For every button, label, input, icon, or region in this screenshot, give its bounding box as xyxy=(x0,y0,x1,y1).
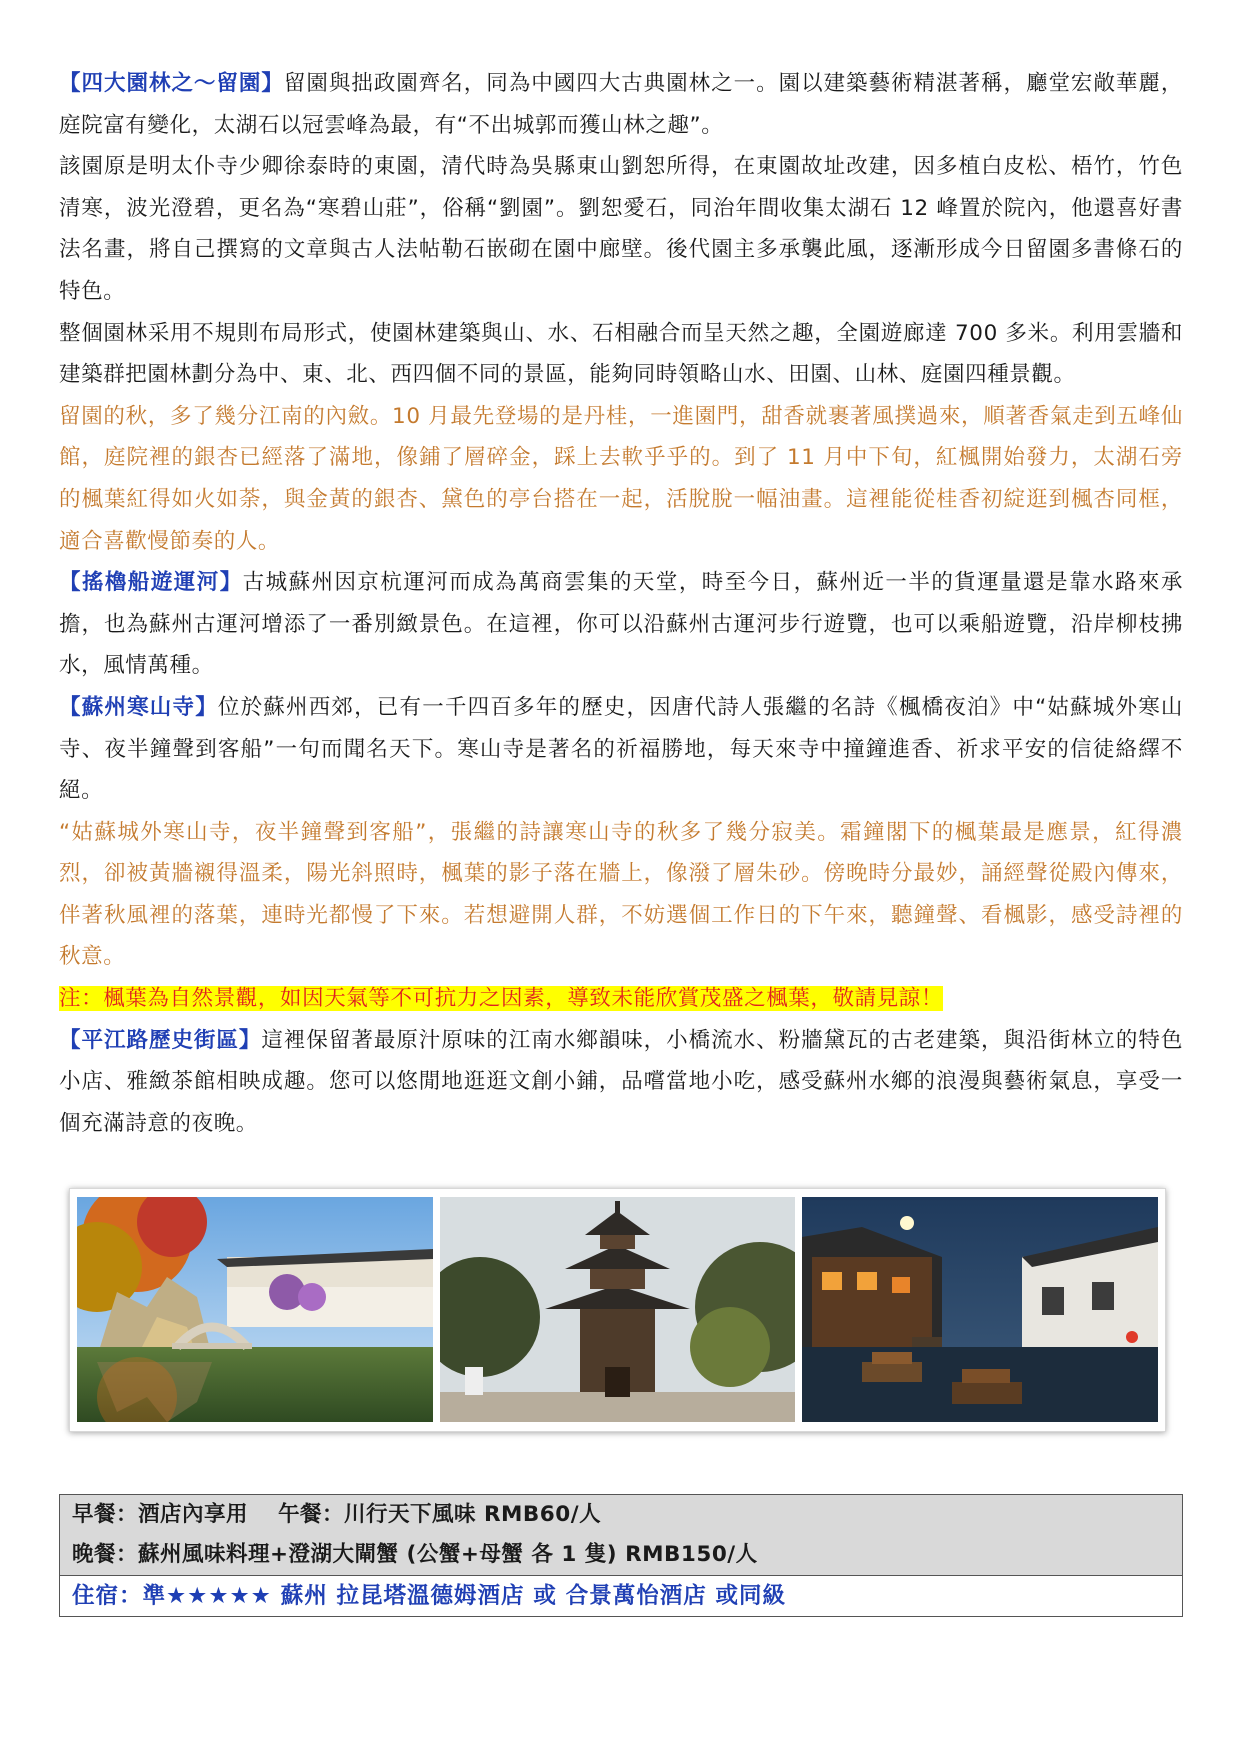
paragraph-text: 整個園林采用不規則布局形式，使園林建築與山、水、石相融合而呈天然之趣，全園遊廊達 700 多米。利用雲牆和建築群把園林劃分為中、東、北、西四個不同的景區，能夠同時領略山水、田園、山林、庭園四種景觀。 xyxy=(59,320,1183,388)
photo-strip xyxy=(69,1188,1166,1432)
paragraph-garden-layout xyxy=(59,313,1183,396)
itinerary-text xyxy=(59,63,1183,1144)
paragraph-text: 古城蘇州因京杭運河而成為萬商雲集的天堂，時至今日，蘇州近一半的貨運量還是靠水路來承擔，也為蘇州古運河增添了一番別緻景色。在這裡，你可以沿蘇州古運河步行遊覽，也可以乘船遊覽，沿岸柳枝拂水，風情萬種。 xyxy=(59,570,1183,679)
temple-pavilion-photo xyxy=(440,1197,795,1422)
paragraph-temple-autumn xyxy=(59,812,1183,978)
paragraph-text: 留園與拙政園齊名，同為中國四大古典園林之一。園以建築藝術精湛著稱，廳堂宏敞華麗，庭院富有變化，太湖石以冠雲峰為最，有“不出城郭而獲山林之趣”。 xyxy=(59,71,1183,138)
canal-night-photo xyxy=(802,1197,1158,1422)
paragraph-canal-boat xyxy=(59,562,1183,687)
paragraph-text: 位於蘇州西郊，已有一千四百多年的歷史，因唐代詩人張繼的名詩《楓橋夜泊》中“姑蘇城外寒山寺、夜半鐘聲到客船”一句而聞名天下。寒山寺是著名的祈福勝地，每天來寺中撞鐘進香、祈求平安的信徒絡繹不絕。 xyxy=(59,694,1184,804)
section-tag: 【蘇州寒山寺】 xyxy=(59,694,218,720)
maple-note: 注：楓葉為自然景觀，如因天氣等不可抗力之因素，導致未能欣賞茂盛之楓葉，敬請見諒！ xyxy=(59,986,944,1012)
paragraph-garden-history xyxy=(59,146,1183,312)
section-tag: 【四大園林之～留園】 xyxy=(59,71,284,96)
meal-line-breakfast-lunch: 早餐：酒店內享用 午餐：川行天下風味 RMB60/人 xyxy=(72,1502,602,1527)
meal-plan-box xyxy=(59,1494,1183,1617)
section-tag: 【平江路歷史街區】 xyxy=(59,1027,262,1053)
paragraph-garden-autumn xyxy=(59,396,1183,562)
paragraph-maple-note xyxy=(59,978,1183,1020)
paragraph-text: 這裡保留著最原汁原味的江南水鄉韻味，小橋流水、粉牆黛瓦的古老建築，與沿街林立的特色小店、雅緻茶館相映成趣。您可以悠閒地逛逛文創小鋪，品嚐當地小吃，感受蘇州水鄉的浪漫與藝術氣息，享受一個充滿詩意的夜晚。 xyxy=(59,1027,1183,1136)
paragraph-pingjiang-road xyxy=(59,1020,1183,1145)
paragraph-text: “姑蘇城外寒山寺，夜半鐘聲到客船”，張繼的詩讓寒山寺的秋多了幾分寂美。霜鐘閣下的楓葉最是應景，紅得濃烈，卻被黃牆襯得溫柔，陽光斜照時，楓葉的影子落在牆上，像潑了層朱砂。傍晚時分最妙，誦經聲從殿內傳來， 伴著秋風裡的落葉，連時光都慢了下來。若想避開人群，不妨選個工作日的下午來，聽鐘聲、看楓影，感受詩裡的秋意。 xyxy=(59,819,1183,970)
paragraph-text: 該園原是明太仆寺少卿徐泰時的東園，清代時為吳縣東山劉恕所得，在東園故址改建，因多植白皮松、梧竹，竹色清寒，波光澄碧，更名為“寒碧山莊”，俗稱“劉園”。劉恕愛石，同治年間收集太湖石 12 峰置於院內，他還喜好書法名畫，將自己撰寫的文章與古人法帖勒石嵌砌在園中廊壁。後代園主多承襲此風，逐漸形成今日留園多書條石的特色。 xyxy=(59,154,1184,304)
paragraph-lingering-garden xyxy=(59,63,1183,146)
garden-photo xyxy=(77,1197,433,1422)
section-tag: 【搖櫓船遊運河】 xyxy=(59,570,243,596)
paragraph-hanshan-temple xyxy=(59,687,1183,812)
paragraph-text: 留園的秋，多了幾分江南的內斂。10 月最先登場的是丹桂，一進園門，甜香就裹著風撲過來，順著香氣走到五峰仙館，庭院裡的銀杏已經落了滿地，像鋪了層碎金，踩上去軟乎乎的。到了 11 月中下旬，紅楓開始發力，太湖石旁的楓葉紅得如火如荼，與金黃的銀杏、黛色的亭台搭在一起，活脫脫一幅油畫。這裡能從桂香初綻逛到楓杏同框， 適合喜歡慢節奏的人。 xyxy=(59,403,1183,554)
hotel-line: 住宿：準★★★★★ 蘇州 拉昆塔溫德姆酒店 或 合景萬怡酒店 或同級 xyxy=(60,1575,1182,1616)
meal-line-dinner: 晚餐：蘇州風味料理+澄湖大閘蟹 (公蟹+母蟹 各 1 隻) RMB150/人 xyxy=(72,1542,758,1567)
